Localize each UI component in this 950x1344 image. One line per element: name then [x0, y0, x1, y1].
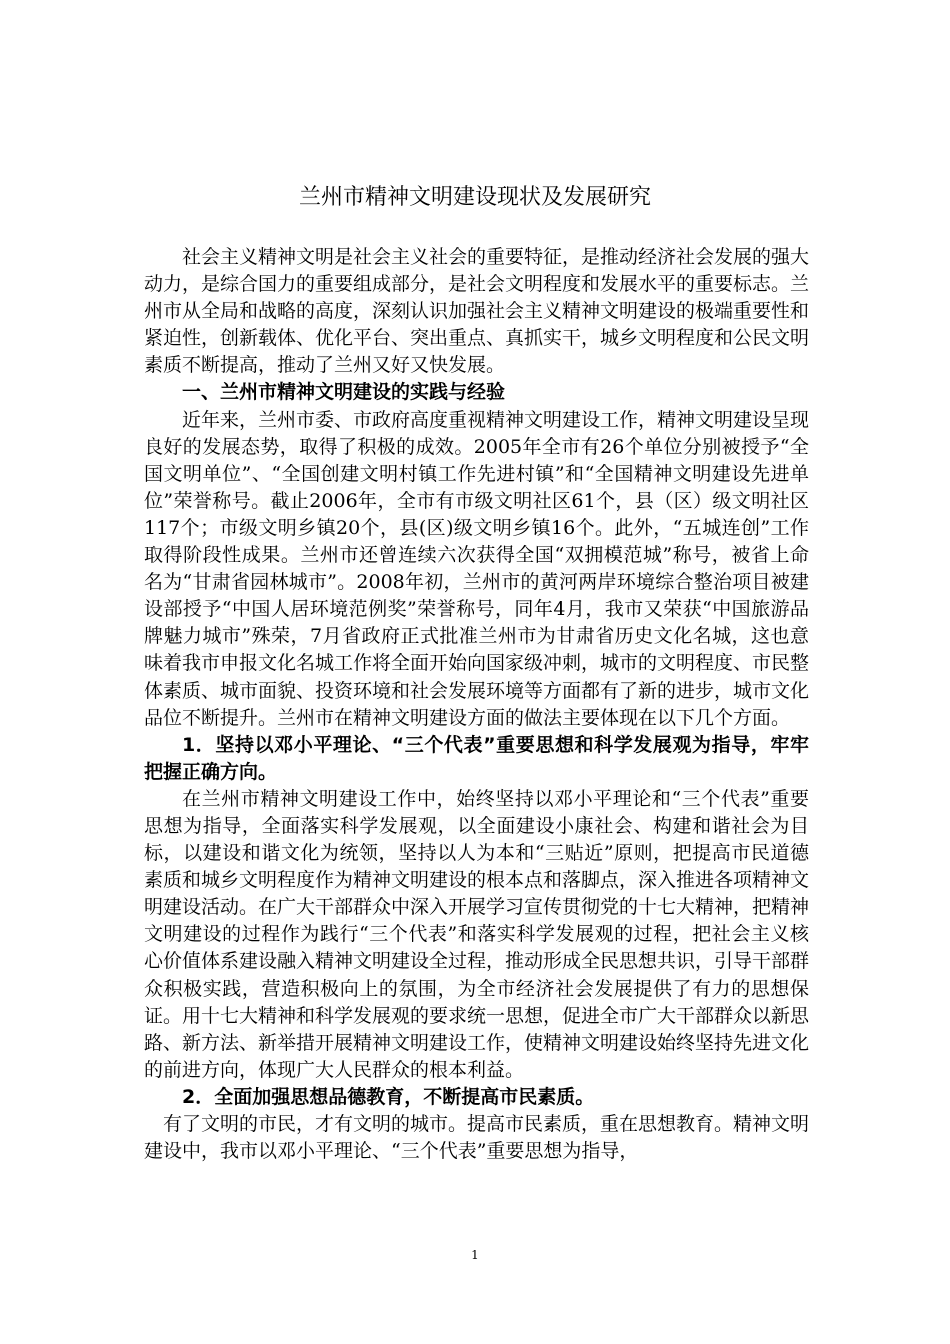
- section-1-paragraph: 近年来，兰州市委、市政府高度重视精神文明建设工作，精神文明建设呈现良好的发展态势，取得了积极的成效。2005年全市有26个单位分别被授予“全国文明单位”、“全国创建文明村镇工作先进村镇”和“全国精神文明建设先进单位”荣誉称号。截止2006年，全市有市级文明社区61个，县（区）级文明社区117个；市级文明乡镇20个，县(区)级文明乡镇16个。此外，“五城连创”工作取得阶段性成果。兰州市还曾连续六次获得全国“双拥模范城”称号，被省上命名为“甘肃省园林城市”。2008年初，兰州市的黄河两岸环境综合整治项目被建设部授予“中国人居环境范例奖”荣誉称号，同年4月，我市又荣获“中国旅游品牌魅力城市”殊荣，7月省政府正式批准兰州市为甘肃省历史文化名城，这也意味着我市申报文化名城工作将全面开始向国家级冲刺，城市的文明程度、市民整体素质、城市面貌、投资环境和社会发展环境等方面都有了新的进步，城市文化品位不断提升。兰州市在精神文明建设方面的做法主要体现在以下几个方面。: [144, 408, 810, 729]
- page-number: 1: [471, 1248, 479, 1262]
- subheading-2: 2．全面加强思想品德教育，不断提高市民素质。: [182, 1085, 595, 1108]
- document-title: 兰州市精神文明建设现状及发展研究: [298, 185, 651, 210]
- subsection-2-paragraph: 有了文明的市民，才有文明的城市。提高市民素质，重在思想教育。精神文明建设中，我市以邓小平理论、“三个代表”重要思想为指导，: [144, 1113, 810, 1163]
- subheading-1: 1．坚持以邓小平理论、“三个代表”重要思想和科学发展观为指导，牢牢把握正确方向。: [144, 733, 809, 783]
- intro-paragraph: 社会主义精神文明是社会主义社会的重要特征，是推动经济社会发展的强大动力，是综合国力的重要组成部分，是社会文明程度和发展水平的重要标志。兰州市从全局和战略的高度，深刻认识加强社会主义精神文明建设的极端重要性和紧迫性，创新载体、优化平台、突出重点、真抓实干，城乡文明程度和公民文明素质不断提高，推动了兰州又好又快发展。: [144, 246, 810, 377]
- document-body: [144, 244, 809, 1165]
- subsection-1-paragraph: 在兰州市精神文明建设工作中，始终坚持以邓小平理论和“三个代表”重要思想为指导，全面落实科学发展观，以全面建设小康社会、构建和谐社会为目标，以建设和谐文化为统领，坚持以人为本和“三贴近”原则，把提高市民道德素质和城乡文明程度作为精神文明建设的根本点和落脚点，深入推进各项精神文明建设活动。在广大干部群众中深入开展学习宣传贯彻党的十七大精神，把精神文明建设的过程作为践行“三个代表”和落实科学发展观的过程，把社会主义核心价值体系建设融入精神文明建设全过程，推动形成全民思想共识，引导干部群众积极实践，营造积极向上的氛围，为全市经济社会发展提供了有力的思想保证。用十七大精神和科学发展观的要求统一思想，促进全市广大干部群众以新思路、新方法、新举措开展精神文明建设工作，使精神文明建设始终坚持先进文化的前进方向，体现广大人民群众的根本利益。: [144, 787, 810, 1081]
- section-heading-1: 一、兰州市精神文明建设的实践与经验: [182, 381, 506, 404]
